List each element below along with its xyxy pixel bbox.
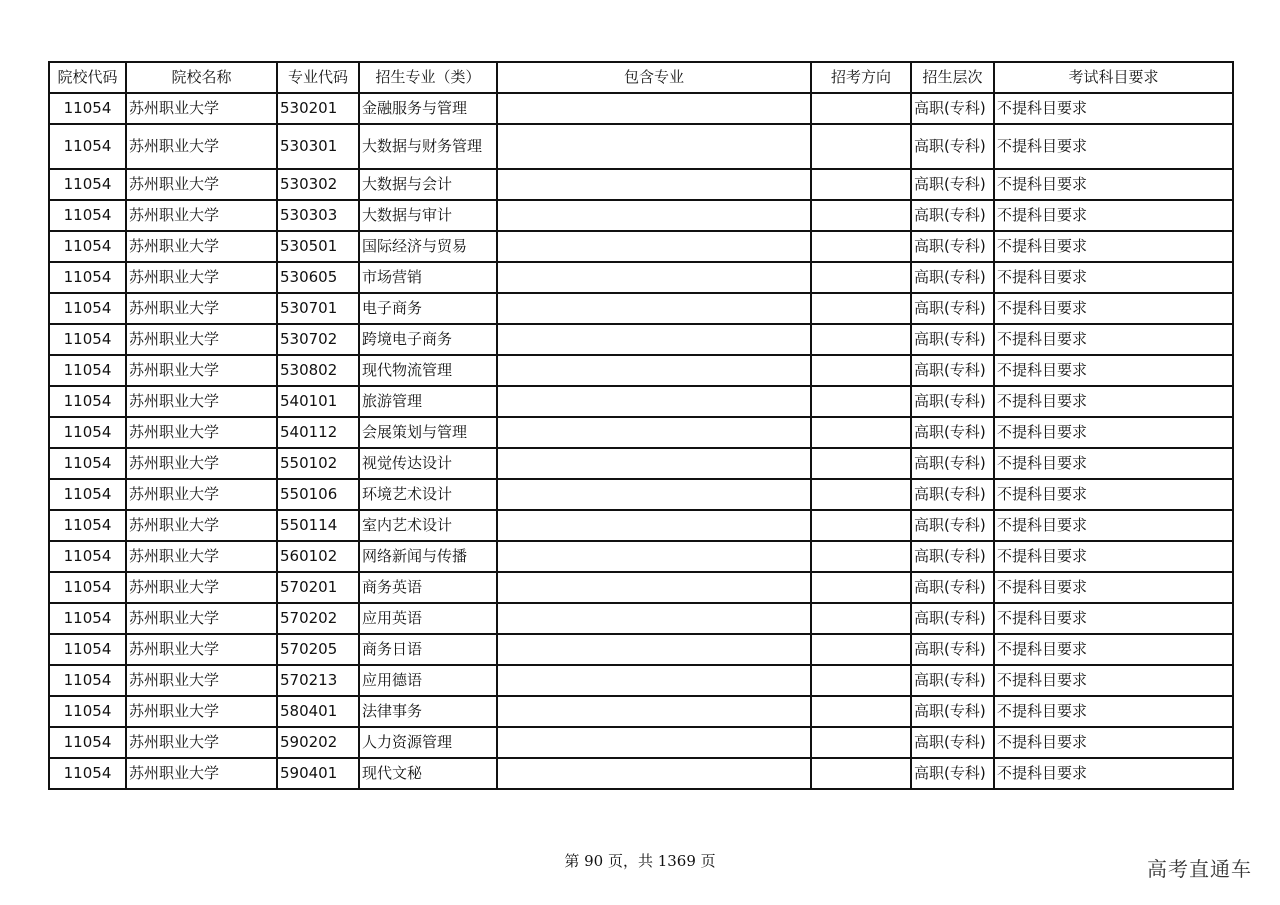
cell-school-code: 11054 [49, 479, 126, 510]
cell-major: 应用德语 [359, 665, 497, 696]
cell-major-code: 530702 [277, 324, 359, 355]
cell-requirement: 不提科目要求 [994, 572, 1233, 603]
cell-school-code: 11054 [49, 293, 126, 324]
cell-school-name: 苏州职业大学 [126, 448, 277, 479]
cell-level: 高职(专科) [911, 324, 994, 355]
cell-major: 应用英语 [359, 603, 497, 634]
cell-school-code: 11054 [49, 541, 126, 572]
cell-level: 高职(专科) [911, 665, 994, 696]
table-row [49, 386, 1233, 417]
cell-direction [811, 758, 911, 789]
cell-school-code: 11054 [49, 665, 126, 696]
cell-school-code: 11054 [49, 572, 126, 603]
cell-school-name: 苏州职业大学 [126, 169, 277, 200]
cell-requirement: 不提科目要求 [994, 124, 1233, 169]
cell-major-code: 540112 [277, 417, 359, 448]
cell-school-name: 苏州职业大学 [126, 417, 277, 448]
header-requirement: 考试科目要求 [994, 62, 1233, 93]
cell-level: 高职(专科) [911, 386, 994, 417]
cell-major: 环境艺术设计 [359, 479, 497, 510]
table-row [49, 169, 1233, 200]
cell-major-code: 530303 [277, 200, 359, 231]
cell-school-name: 苏州职业大学 [126, 758, 277, 789]
cell-level: 高职(专科) [911, 262, 994, 293]
cell-included-majors [497, 634, 811, 665]
cell-included-majors [497, 124, 811, 169]
cell-school-name: 苏州职业大学 [126, 510, 277, 541]
cell-major: 市场营销 [359, 262, 497, 293]
cell-school-name: 苏州职业大学 [126, 572, 277, 603]
cell-requirement: 不提科目要求 [994, 231, 1233, 262]
cell-school-name: 苏州职业大学 [126, 200, 277, 231]
cell-school-code: 11054 [49, 355, 126, 386]
header-row [49, 62, 1233, 93]
cell-school-name: 苏州职业大学 [126, 124, 277, 169]
cell-direction [811, 448, 911, 479]
cell-major: 国际经济与贸易 [359, 231, 497, 262]
cell-major: 大数据与财务管理 [359, 124, 497, 169]
cell-included-majors [497, 417, 811, 448]
cell-school-code: 11054 [49, 417, 126, 448]
cell-included-majors [497, 448, 811, 479]
cell-requirement: 不提科目要求 [994, 417, 1233, 448]
cell-requirement: 不提科目要求 [994, 541, 1233, 572]
cell-major-code: 530201 [277, 93, 359, 124]
cell-major: 商务英语 [359, 572, 497, 603]
cell-level: 高职(专科) [911, 541, 994, 572]
cell-school-name: 苏州职业大学 [126, 262, 277, 293]
table-row [49, 572, 1233, 603]
cell-school-name: 苏州职业大学 [126, 479, 277, 510]
cell-school-name: 苏州职业大学 [126, 696, 277, 727]
cell-level: 高职(专科) [911, 696, 994, 727]
cell-included-majors [497, 696, 811, 727]
table-row [49, 200, 1233, 231]
cell-direction [811, 169, 911, 200]
cell-major-code: 570202 [277, 603, 359, 634]
cell-level: 高职(专科) [911, 634, 994, 665]
cell-level: 高职(专科) [911, 572, 994, 603]
cell-requirement: 不提科目要求 [994, 758, 1233, 789]
cell-school-name: 苏州职业大学 [126, 386, 277, 417]
cell-major: 视觉传达设计 [359, 448, 497, 479]
header-level: 招生层次 [911, 62, 994, 93]
header-direction: 招考方向 [811, 62, 911, 93]
cell-major: 网络新闻与传播 [359, 541, 497, 572]
header-included-majors: 包含专业 [497, 62, 811, 93]
cell-major-code: 570213 [277, 665, 359, 696]
cell-school-code: 11054 [49, 231, 126, 262]
cell-included-majors [497, 293, 811, 324]
cell-included-majors [497, 93, 811, 124]
cell-direction [811, 603, 911, 634]
cell-major: 现代物流管理 [359, 355, 497, 386]
cell-school-code: 11054 [49, 727, 126, 758]
cell-requirement: 不提科目要求 [994, 324, 1233, 355]
cell-school-code: 11054 [49, 603, 126, 634]
cell-school-code: 11054 [49, 324, 126, 355]
cell-included-majors [497, 479, 811, 510]
cell-major-code: 570201 [277, 572, 359, 603]
cell-requirement: 不提科目要求 [994, 262, 1233, 293]
cell-major: 商务日语 [359, 634, 497, 665]
cell-major-code: 560102 [277, 541, 359, 572]
cell-included-majors [497, 665, 811, 696]
cell-school-code: 11054 [49, 386, 126, 417]
table-row [49, 541, 1233, 572]
cell-requirement: 不提科目要求 [994, 603, 1233, 634]
header-major-code: 专业代码 [277, 62, 359, 93]
cell-major: 电子商务 [359, 293, 497, 324]
cell-school-name: 苏州职业大学 [126, 541, 277, 572]
cell-school-name: 苏州职业大学 [126, 324, 277, 355]
cell-school-name: 苏州职业大学 [126, 665, 277, 696]
cell-direction [811, 231, 911, 262]
cell-included-majors [497, 541, 811, 572]
cell-major-code: 530802 [277, 355, 359, 386]
cell-direction [811, 324, 911, 355]
cell-direction [811, 727, 911, 758]
cell-major-code: 530605 [277, 262, 359, 293]
cell-school-name: 苏州职业大学 [126, 355, 277, 386]
cell-major-code: 530701 [277, 293, 359, 324]
cell-direction [811, 355, 911, 386]
cell-requirement: 不提科目要求 [994, 293, 1233, 324]
table-row [49, 510, 1233, 541]
cell-direction [811, 541, 911, 572]
cell-included-majors [497, 262, 811, 293]
cell-school-name: 苏州职业大学 [126, 93, 277, 124]
cell-direction [811, 634, 911, 665]
cell-included-majors [497, 603, 811, 634]
cell-major: 会展策划与管理 [359, 417, 497, 448]
table-body [49, 93, 1233, 789]
cell-school-name: 苏州职业大学 [126, 293, 277, 324]
cell-level: 高职(专科) [911, 355, 994, 386]
table-row [49, 758, 1233, 789]
cell-level: 高职(专科) [911, 417, 994, 448]
cell-school-name: 苏州职业大学 [126, 231, 277, 262]
cell-level: 高职(专科) [911, 510, 994, 541]
cell-included-majors [497, 386, 811, 417]
cell-included-majors [497, 200, 811, 231]
cell-requirement: 不提科目要求 [994, 665, 1233, 696]
cell-requirement: 不提科目要求 [994, 386, 1233, 417]
cell-major: 金融服务与管理 [359, 93, 497, 124]
table-row [49, 603, 1233, 634]
cell-major-code: 550114 [277, 510, 359, 541]
cell-major: 室内艺术设计 [359, 510, 497, 541]
cell-major-code: 530501 [277, 231, 359, 262]
cell-included-majors [497, 572, 811, 603]
cell-school-code: 11054 [49, 758, 126, 789]
cell-school-code: 11054 [49, 696, 126, 727]
cell-level: 高职(专科) [911, 448, 994, 479]
cell-school-code: 11054 [49, 169, 126, 200]
cell-major: 人力资源管理 [359, 727, 497, 758]
table-row [49, 324, 1233, 355]
cell-major-code: 590202 [277, 727, 359, 758]
table-row [49, 355, 1233, 386]
cell-included-majors [497, 510, 811, 541]
table-row [49, 696, 1233, 727]
cell-major: 跨境电子商务 [359, 324, 497, 355]
cell-level: 高职(专科) [911, 124, 994, 169]
cell-included-majors [497, 231, 811, 262]
cell-level: 高职(专科) [911, 93, 994, 124]
cell-school-code: 11054 [49, 448, 126, 479]
table-row [49, 293, 1233, 324]
cell-school-code: 11054 [49, 634, 126, 665]
cell-major: 现代文秘 [359, 758, 497, 789]
cell-included-majors [497, 324, 811, 355]
table-row [49, 634, 1233, 665]
cell-direction [811, 124, 911, 169]
header-school-name: 院校名称 [126, 62, 277, 93]
cell-requirement: 不提科目要求 [994, 634, 1233, 665]
cell-direction [811, 510, 911, 541]
cell-level: 高职(专科) [911, 603, 994, 634]
cell-direction [811, 479, 911, 510]
cell-major-code: 580401 [277, 696, 359, 727]
cell-major-code: 530301 [277, 124, 359, 169]
cell-level: 高职(专科) [911, 479, 994, 510]
cell-school-code: 11054 [49, 262, 126, 293]
cell-school-name: 苏州职业大学 [126, 603, 277, 634]
cell-major: 旅游管理 [359, 386, 497, 417]
table-row [49, 727, 1233, 758]
cell-requirement: 不提科目要求 [994, 355, 1233, 386]
table-row [49, 124, 1233, 169]
cell-requirement: 不提科目要求 [994, 696, 1233, 727]
cell-level: 高职(专科) [911, 200, 994, 231]
watermark: 高考直通车 [1147, 857, 1252, 881]
cell-level: 高职(专科) [911, 758, 994, 789]
cell-major-code: 540101 [277, 386, 359, 417]
cell-major: 大数据与会计 [359, 169, 497, 200]
cell-direction [811, 386, 911, 417]
page-number: 第 90 页，共 1369 页 [564, 852, 716, 870]
cell-requirement: 不提科目要求 [994, 479, 1233, 510]
cell-requirement: 不提科目要求 [994, 200, 1233, 231]
table-row [49, 665, 1233, 696]
cell-included-majors [497, 355, 811, 386]
cell-direction [811, 262, 911, 293]
table-row [49, 417, 1233, 448]
cell-major: 大数据与审计 [359, 200, 497, 231]
cell-major-code: 590401 [277, 758, 359, 789]
header-school-code: 院校代码 [49, 62, 126, 93]
table-row [49, 479, 1233, 510]
cell-included-majors [497, 169, 811, 200]
cell-requirement: 不提科目要求 [994, 93, 1233, 124]
table-row [49, 262, 1233, 293]
cell-level: 高职(专科) [911, 231, 994, 262]
cell-direction [811, 417, 911, 448]
cell-school-code: 11054 [49, 93, 126, 124]
cell-major-code: 570205 [277, 634, 359, 665]
cell-level: 高职(专科) [911, 293, 994, 324]
table-row [49, 448, 1233, 479]
cell-requirement: 不提科目要求 [994, 448, 1233, 479]
cell-direction [811, 293, 911, 324]
cell-level: 高职(专科) [911, 727, 994, 758]
cell-direction [811, 696, 911, 727]
cell-direction [811, 665, 911, 696]
table-row [49, 93, 1233, 124]
cell-direction [811, 93, 911, 124]
cell-direction [811, 200, 911, 231]
table-row [49, 231, 1233, 262]
cell-direction [811, 572, 911, 603]
cell-requirement: 不提科目要求 [994, 510, 1233, 541]
cell-major-code: 530302 [277, 169, 359, 200]
cell-included-majors [497, 758, 811, 789]
cell-level: 高职(专科) [911, 169, 994, 200]
cell-included-majors [497, 727, 811, 758]
header-major: 招生专业（类） [359, 62, 497, 93]
cell-requirement: 不提科目要求 [994, 727, 1233, 758]
cell-school-name: 苏州职业大学 [126, 727, 277, 758]
cell-school-code: 11054 [49, 200, 126, 231]
enrollment-table [48, 61, 1234, 790]
cell-school-code: 11054 [49, 124, 126, 169]
cell-major: 法律事务 [359, 696, 497, 727]
cell-major-code: 550106 [277, 479, 359, 510]
cell-major-code: 550102 [277, 448, 359, 479]
table-header [49, 62, 1233, 93]
cell-school-code: 11054 [49, 510, 126, 541]
cell-requirement: 不提科目要求 [994, 169, 1233, 200]
cell-school-name: 苏州职业大学 [126, 634, 277, 665]
